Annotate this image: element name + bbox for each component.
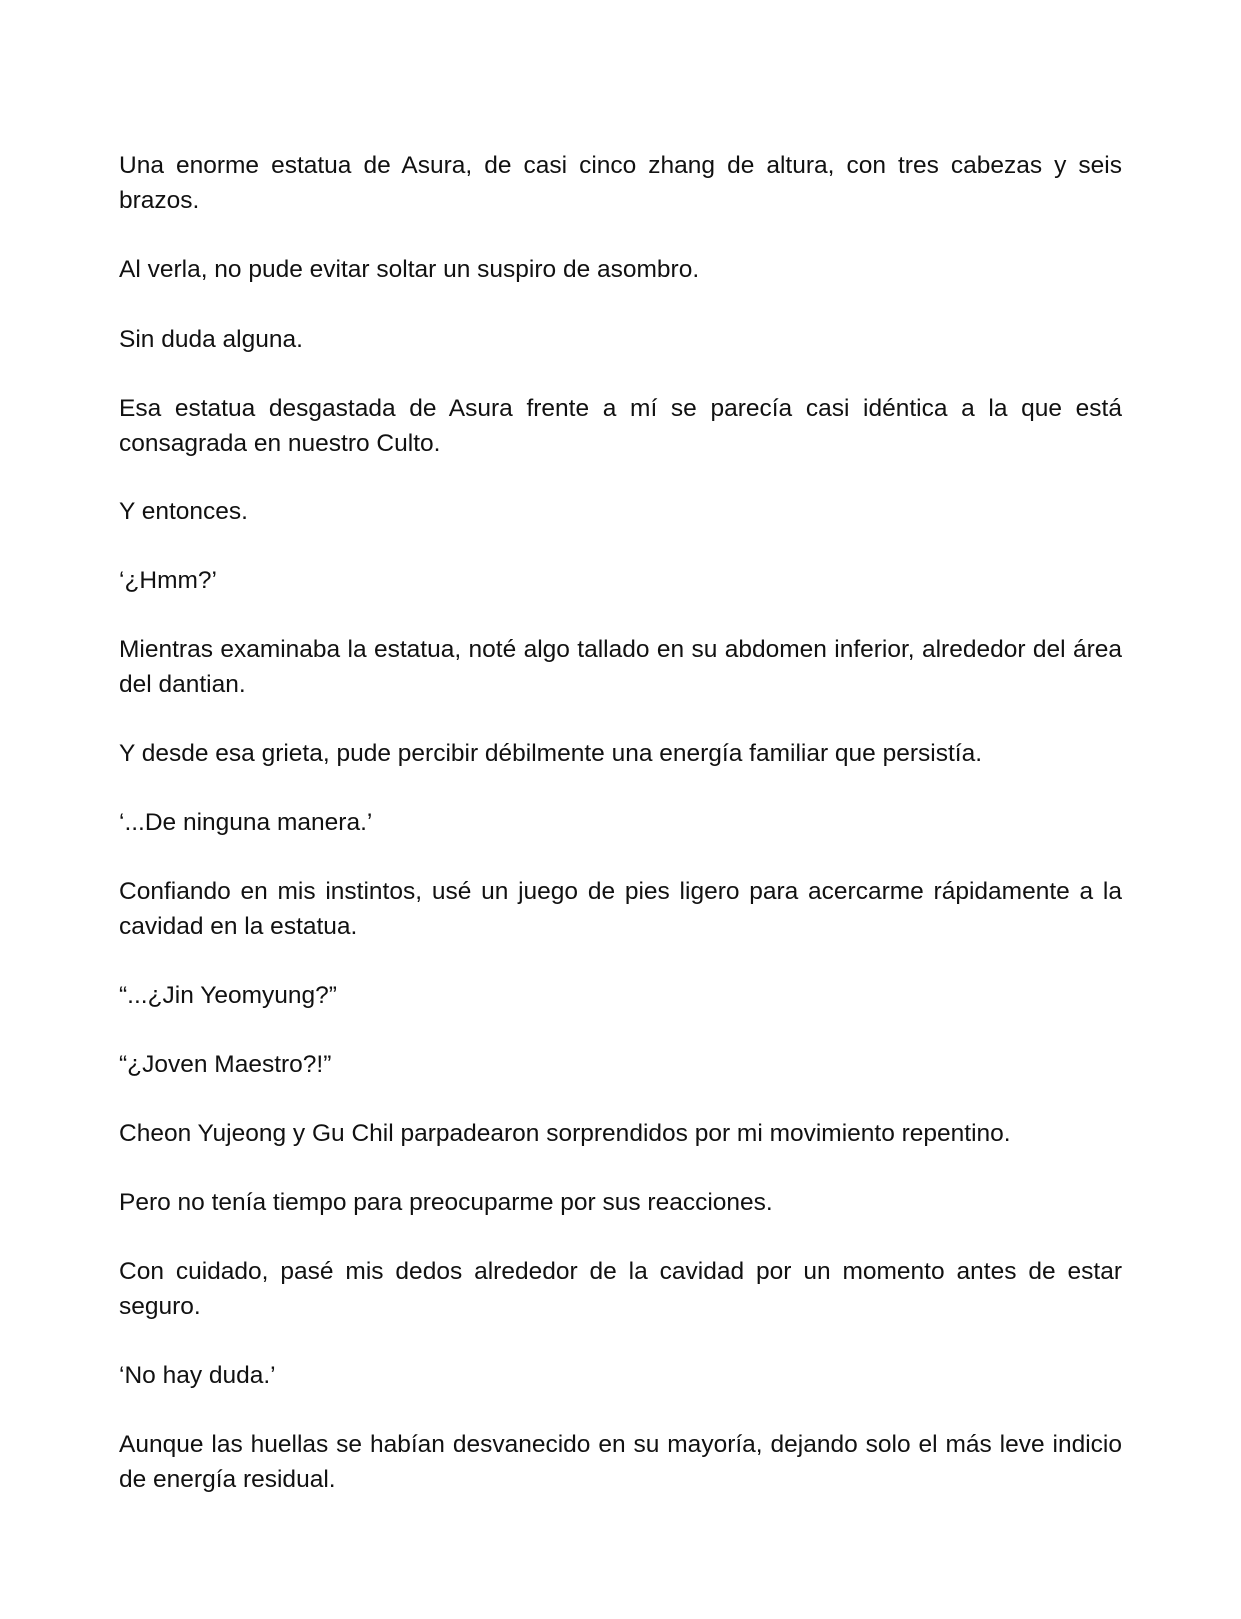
- paragraph-no-time: Pero no tenía tiempo para preocuparme por sus reacciones.: [119, 1189, 773, 1216]
- paragraph-and-then: Y entonces.: [119, 498, 248, 525]
- paragraph-surprised: Cheon Yujeong y Gu Chil parpadearon sorprendidos por mi movimiento repentino.: [119, 1120, 1011, 1147]
- paragraph-jin-yeomyung: “...¿Jin Yeomyung?”: [119, 982, 337, 1009]
- paragraph-footwork: Confiando en mis instintos, usé un juego de pies ligero para acercarme rápidamente a la cavidad en la estatua.: [119, 878, 1122, 940]
- paragraph-no-way: ‘...De ninguna manera.’: [119, 809, 373, 836]
- paragraph-carving: Mientras examinaba la estatua, noté algo tallado en su abdomen inferior, alrededor del área del dantian.: [119, 636, 1122, 698]
- paragraph-asura-statue: Una enorme estatua de Asura, de casi cinco zhang de altura, con tres cabezas y seis brazos.: [119, 152, 1122, 214]
- paragraph-certain: ‘No hay duda.’: [119, 1362, 276, 1389]
- paragraph-residual-energy: Aunque las huellas se habían desvanecido en su mayoría, dejando solo el más leve indicio de energía residual.: [119, 1431, 1122, 1493]
- paragraph-hmm: ‘¿Hmm?’: [119, 567, 217, 594]
- paragraph-familiar-energy: Y desde esa grieta, pude percibir débilmente una energía familiar que persistía.: [119, 740, 983, 767]
- paragraph-sigh: Al verla, no pude evitar soltar un suspiro de asombro.: [119, 256, 700, 283]
- paragraph-cavity: Con cuidado, pasé mis dedos alrededor de la cavidad por un momento antes de estar seguro.: [119, 1258, 1122, 1320]
- paragraph-young-master: “¿Joven Maestro?!”: [119, 1051, 332, 1078]
- paragraph-statue-resemblance: Esa estatua desgastada de Asura frente a mí se parecía casi idéntica a la que está consagrada en nuestro Culto.: [119, 395, 1122, 457]
- paragraph-no-doubt: Sin duda alguna.: [119, 326, 303, 353]
